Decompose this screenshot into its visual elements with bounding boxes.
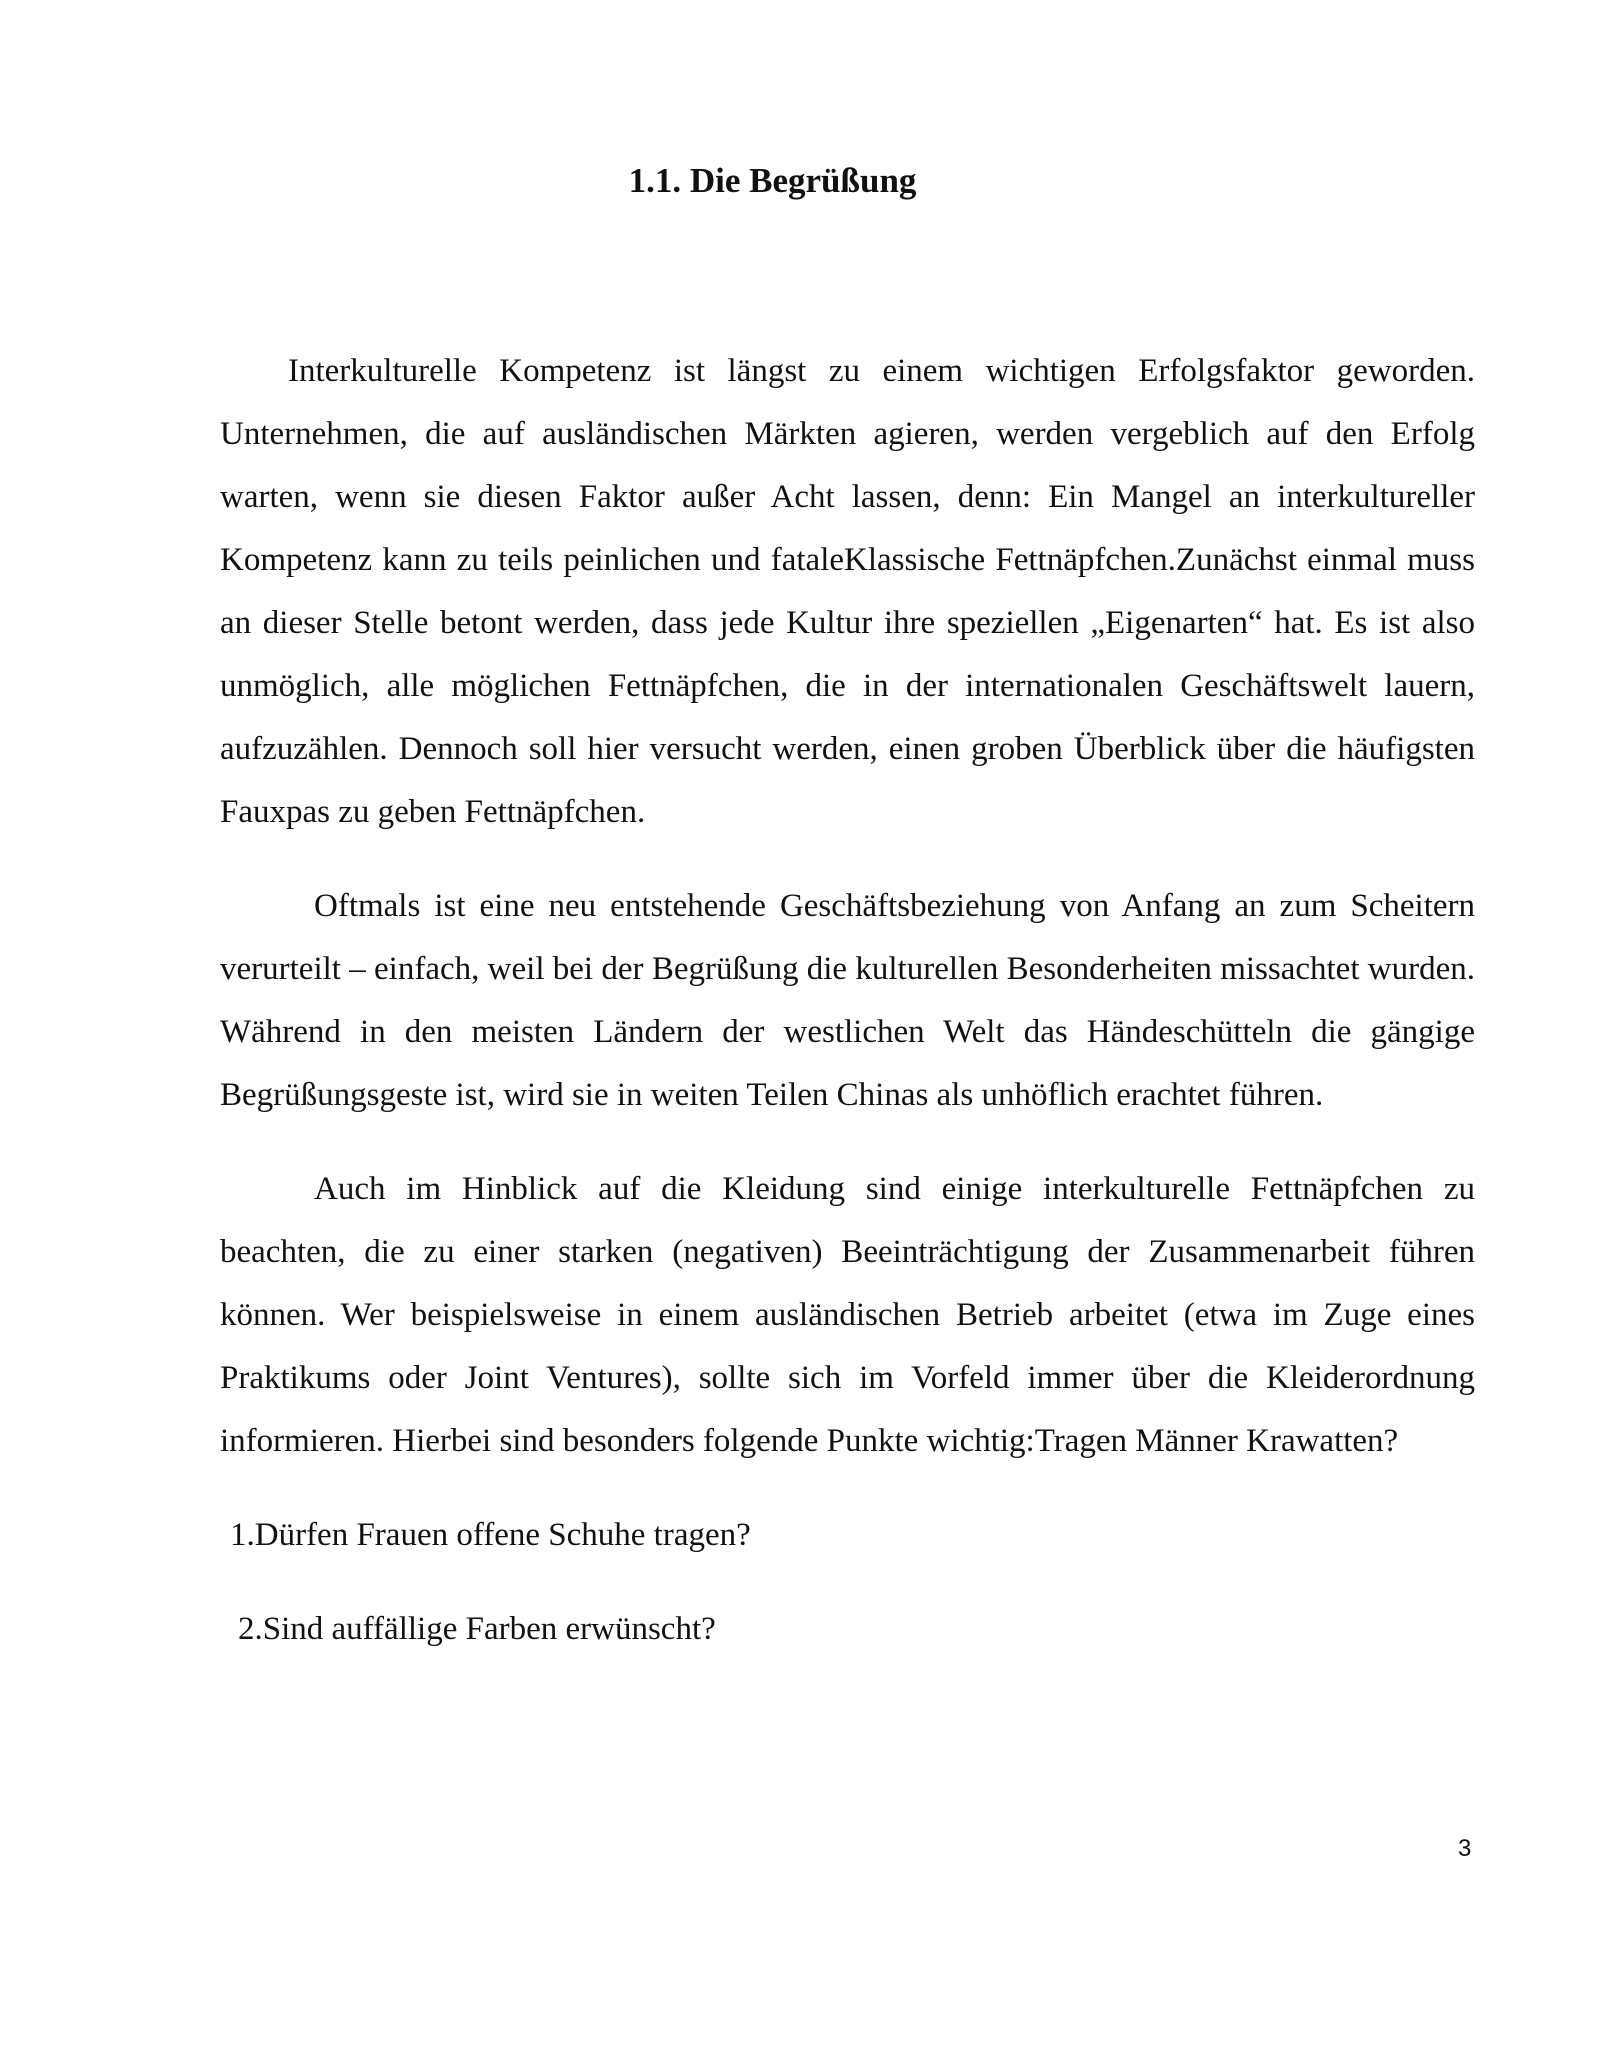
list-item: 2.Sind auffällige Farben erwünscht? [238, 1611, 716, 1647]
list-item: 1.Dürfen Frauen offene Schuhe tragen? [230, 1517, 751, 1553]
paragraph-intercultural-competence: Interkulturelle Kompetenz ist längst zu einem wichtigen Erfolgsfaktor geworden. Unternehmen, die auf ausländischen Märkten agieren, werden vergeblich auf den Erfolg warten, wenn sie diesen Faktor außer Acht lassen, denn: Ein Mangel an interkultureller Kompetenz kann zu teils peinlichen und fataleKlassische Fettnäpfchen.Zunächst einmal muss an dieser Stelle betont werden, dass jede Kultur ihre speziellen „Eigenarten“ hat. Es ist also unmöglich, alle möglichen Fettnäpfchen, die in der internationalen Geschäftswelt lauern, aufzuzählen. Dennoch soll hier versucht werden, einen groben Überblick über die häufigsten Fauxpas zu geben Fettnäpfchen. [220, 353, 1475, 830]
paragraph-greeting: Oftmals ist eine neu entstehende Geschäftsbeziehung von Anfang an zum Scheitern verurteilt – einfach, weil bei der Begrüßung die kulturellen Besonderheiten missachtet wurden. Während in den meisten Ländern der westlichen Welt das Händeschütteln die gängige Begrüßungsgeste ist, wird sie in weiten Teilen Chinas als unhöflich erachtet führen. [220, 888, 1475, 1113]
page-number: 3 [1458, 1835, 1472, 1862]
body-text [220, 340, 1475, 1692]
paragraph-clothing: Auch im Hinblick auf die Kleidung sind einige interkulturelle Fettnäpfchen zu beachten, die zu einer starken (negativen) Beeinträchtigung der Zusammenarbeit führen können. Wer beispielsweise in einem ausländischen Betrieb arbeitet (etwa im Zuge eines Praktikums oder Joint Ventures), sollte sich im Vorfeld immer über die Kleiderordnung informieren. Hierbei sind besonders folgende Punkte wichtig:Tragen Männer Krawatten? [220, 1171, 1475, 1459]
section-heading: 1.1. Die Begrüßung [628, 161, 917, 200]
